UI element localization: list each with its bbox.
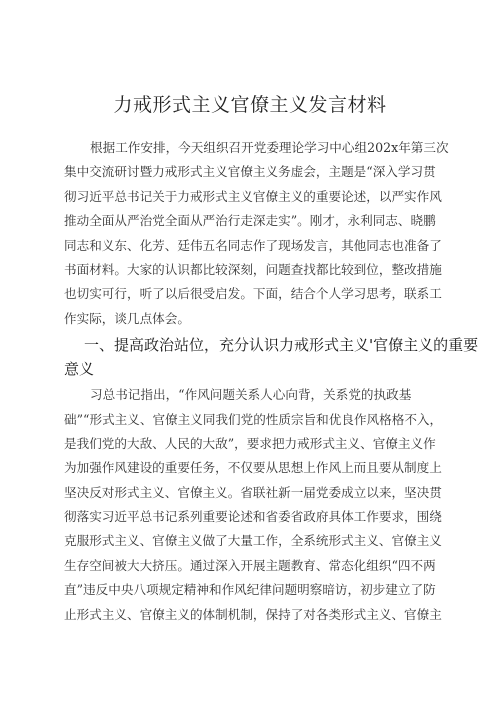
- paragraph-line: 习总书记指出，“作风问题关系人心向背，关系党的执政基: [90, 387, 412, 403]
- paragraph-line: 坚决反对形式主义、官僚主义。省联社新一届党委成立以来，坚决贯: [64, 484, 442, 500]
- paragraph-line: 推动全面从严治党全面从严治行走深走实”。刚才，永利同志、晓鹏: [64, 213, 436, 229]
- section-heading-1: [64, 333, 479, 381]
- paragraph-line: 彻习近平总书记关于力戒形式主义官僚主义的重要论述，以严实作风: [64, 188, 442, 204]
- paragraph-line: 根据工作安排，今天组织召开党委理论学习中心组202x年第三次: [90, 140, 449, 155]
- section-heading-line: 意义: [64, 360, 95, 379]
- paragraph-section-1: [64, 383, 443, 627]
- paragraph-line: 止形式主义、官僚主义的体制机制，保持了对各类形式主义、官僚主: [64, 606, 442, 622]
- document-body: [64, 136, 479, 627]
- paragraph-line: 作实际，谈几点体会。: [64, 310, 190, 326]
- paragraph-line: 也切实可行，听了以后很受启发。下面，结合个人学习思考，联系工: [64, 286, 442, 302]
- paragraph-line: 为加强作风建设的重要任务，不仅要从思想上作风上而且要从制度上: [64, 460, 442, 476]
- paragraph-line: 集中交流研讨暨力戒形式主义官僚主义务虚会，主题是“深入学习贯: [64, 164, 436, 180]
- paragraph-line: 彻落实习近平总书记系列重要论述和省委省政府具体工作要求，围绕: [64, 509, 442, 525]
- paragraph-line: 生存空间被大大挤压。通过深入开展主题教育、常态化组织“四不两: [64, 557, 436, 573]
- document-title: 力戒形式主义官僚主义发言材料: [113, 94, 387, 116]
- paragraph-line: 础”“形式主义、官僚主义同我们党的性质宗旨和优良作风格格不入，: [64, 411, 443, 427]
- paragraph-line: 克服形式主义、官僚主义做了大量工作，全系统形式主义、官僚主义: [64, 533, 442, 549]
- section-heading-line: 一、提高政治站位，充分认识力戒形式主义'官僚主义的重要: [84, 336, 479, 355]
- paragraph-line: 同志和义东、化芳、廷伟五名同志作了现场发言，其他同志也准备了: [64, 237, 442, 253]
- paragraph-line: 是我们党的大敌、人民的大敌”，要求把力戒形式主义、官僚主义作: [64, 435, 436, 451]
- paragraph-intro: [64, 136, 449, 331]
- paragraph-line: 直”违反中央八项规定精神和作风纪律问题明察暗访，初步建立了防: [64, 582, 436, 598]
- paragraph-line: 书面材料。大家的认识都比较深刻，问题查找都比较到位，整改措施: [64, 261, 442, 277]
